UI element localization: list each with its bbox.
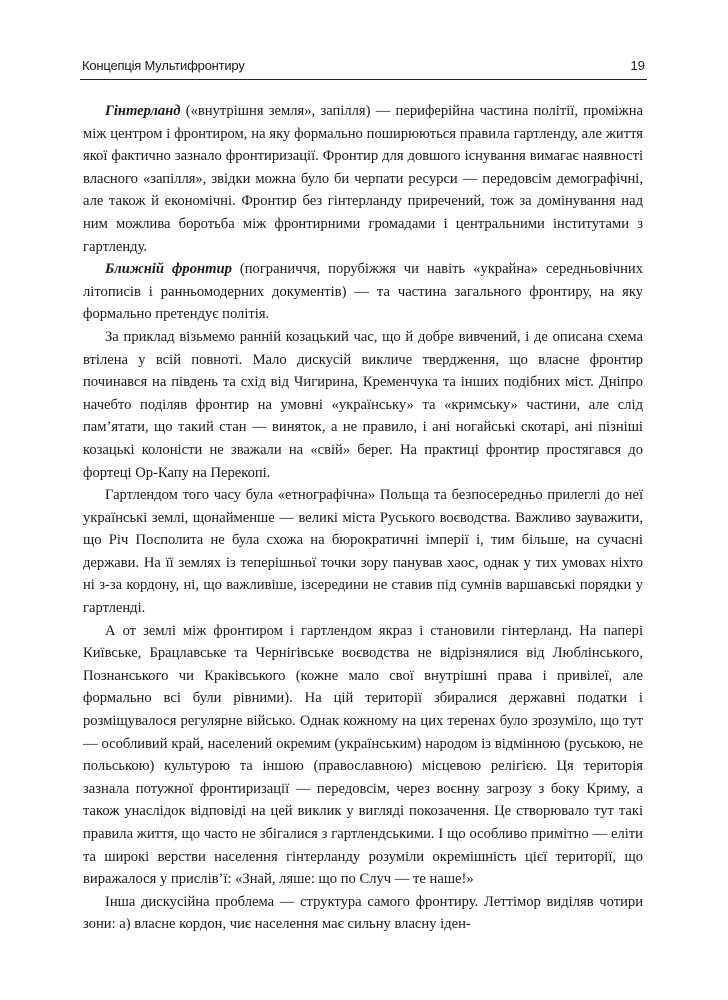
paragraph-frontier-structure	[83, 891, 643, 936]
paragraph-text: Гартлендом того часу була «етнографічна» Польща та безпосередньо прилеглі до неї українські землі, щонайменше — великі міста Руського воєводства. Важливо зауважити, що Річ Посполита не була схожа на бюрократичні імперії і, тим більше, на сучасні держави. На її землях із теперішньої точки зору панував хаос, однак у тих умовах ніхто ні з-за кордону, ні, що важливіше, ізсередини не ставив під сумнів варшавські порядки у гартленді.	[83, 487, 643, 617]
body-text	[83, 100, 643, 936]
term-hinterland: Гінтерланд	[105, 103, 181, 119]
term-near-frontier: Ближній фронтир	[105, 261, 232, 278]
paragraph-heartland	[83, 484, 643, 620]
paragraph-text: А от землі між фронтиром і гартлендом якраз і становили гінтерланд. На папері Київське, Брацлавське та Чернігівське воєводства не відрізнялися від Люблінського, Познанського чи Краківського (кожне мало свої внутрішні права і привілеї, але формально всі були рівними). На цій території збиралися державні податки і розміщувалося регулярне військо. Однак кожному на цих теренах було зрозуміло, що тут — особливий край, населений окремим (українським) народом із відмінною (руською, не польською) культурою та іншою (православною) місцевою релігією. Ця територія зазнала потужної фронтиризації — передовсім, через воєнну загрозу з боку Криму, а також унаслідок відповіді на цей виклик у вигляді покозачення. Це створювало тут такі правила життя, що часто не збігалися з гартлендськими. І що особливо примітно — еліти та широкі верстви населення гінтерланду розуміли окремішність цієї території, що виражалося у прислів’ї: «Знай, ляше: що по Случ — те наше!»	[83, 622, 643, 888]
paragraph-hinterland-lands	[83, 620, 643, 891]
running-header	[80, 57, 647, 80]
paragraph-text: («внутрішня земля», запілля) — периферійна частина політії, проміжна між центром і фронтиром, на яку формально поширюються правила гартленду, але життя якої фактично зазнало фронтиризації. Фронтир для довшого існування вимагає наявності власного «запілля», звідки можна було би черпати ресурси — передовсім демографічні, але також й економічні. Фронтир без гінтерланду приречений, тож за домінування над ним можлива боротьба між фронтирними громадами і центральними інститутами з гартленду.	[83, 103, 643, 255]
paragraph-hinterland	[83, 100, 643, 258]
paragraph-text: (пограниччя, порубіжжя чи навіть «украйна» середньовічних літописів і ранньомодерних документів) — та частина загального фронтиру, на яку формально претендує політія.	[83, 261, 643, 323]
paragraph-near-frontier	[83, 258, 643, 326]
running-title: Концепція Мультифронтиру	[82, 58, 245, 73]
page-number: 19	[630, 58, 645, 73]
paragraph-cossack-example	[83, 326, 643, 484]
paragraph-text: За приклад візьмемо ранній козацький час, що й добре вивчений, і де описана схема втілена у всій повноті. Мало дискусій викличе твердження, що власне фронтир починався на південь та схід від Чигирина, Кременчука та інших подібних міст. Дніпро начебто поділяв фронтир на умовні «українську» та «кримську» частини, але слід пам’ятати, що такий стан — виняток, а не правило, і ані ногайські скотарі, ані пізніші козацькі колоністи не зважали на «свій» берег. На практиці фронтир простягався до фортеці Ор-Капу на Перекопі.	[83, 328, 643, 481]
paragraph-text: Інша дискусійна проблема — структура самого фронтиру. Леттімор виділяв чотири зони: а) власне кордон, чиє населення має сильну власну іден-	[83, 893, 643, 933]
